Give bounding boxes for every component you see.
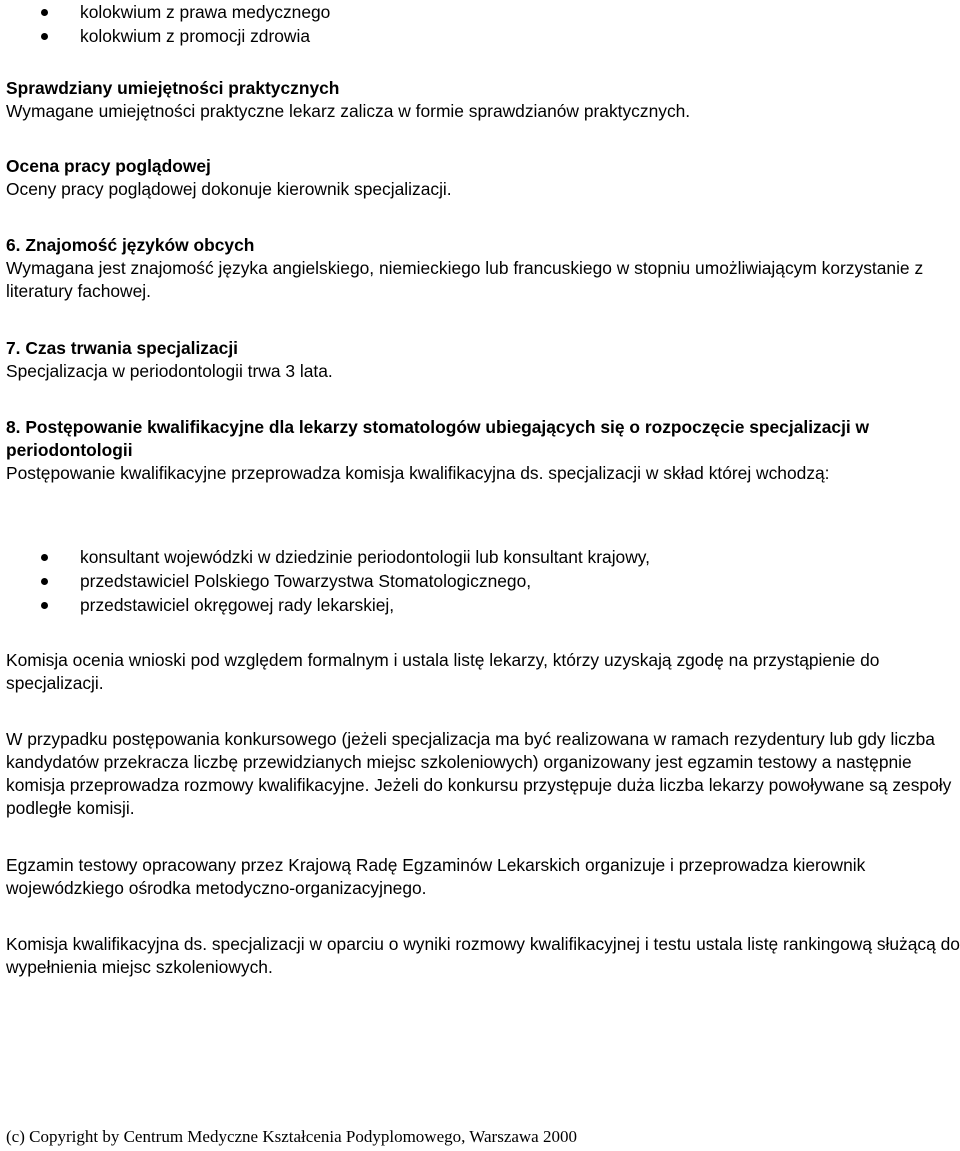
qualification-section <box>6 416 960 485</box>
list-item: przedstawiciel okręgowej rady lekarskiej, <box>6 593 960 617</box>
paragraph: W przypadku postępowania konkursowego (jeżeli specjalizacja ma być realizowana w ramach rezydentury lub gdy liczba kandydatów przekracza liczbę przewidzianych miejsc szkoleniowych) organizowany jest egzamin testowy a następnie komisja przeprowadza rozmowy kwalifikacyjne. Jeżeli do konkursu przystępuje duża liczba lekarzy powoływane są zespoły podległe komisji. <box>6 729 952 818</box>
bullet-icon <box>41 578 48 585</box>
section-text: Wymagane umiejętności praktyczne lekarz zalicza w formie sprawdzianów praktycznych. <box>6 101 691 121</box>
review-section <box>6 155 960 201</box>
bullet-icon <box>41 554 48 561</box>
copyright-footer: (c) Copyright by Centrum Medyczne Kształcenia Podyplomowego, Warszawa 2000 <box>6 1127 577 1146</box>
list-item: kolokwium z prawa medycznego <box>6 0 960 24</box>
paragraph: Komisja ocenia wnioski pod względem formalnym i ustala listę lekarzy, którzy uzyskają zgodę na przystąpienie do specjalizacji. <box>6 650 880 693</box>
committee-members-list <box>6 545 960 617</box>
paragraph: Egzamin testowy opracowany przez Krajową Radę Egzaminów Lekarskich organizuje i przeprowadza kierownik wojewódzkiego ośrodka metodyczno-organizacyjnego. <box>6 855 866 898</box>
paragraph: Komisja kwalifikacyjna ds. specjalizacji w oparciu o wyniki rozmowy kwalifikacyjnej i testu ustala listę rankingową służącą do wypełnienia miejsc szkoleniowych. <box>6 934 960 977</box>
practical-section <box>6 77 960 123</box>
section-text: Wymagana jest znajomość języka angielskiego, niemieckiego lub francuskiego w stopniu umożliwiającym korzystanie z literatury fachowej. <box>6 258 924 301</box>
duration-section <box>6 337 960 383</box>
section-text: Postępowanie kwalifikacyjne przeprowadza komisja kwalifikacyjna ds. specjalizacji w skład której wchodzą: <box>6 463 830 483</box>
list-item: kolokwium z promocji zdrowia <box>6 24 960 48</box>
bullet-icon <box>41 9 48 16</box>
list-item: przedstawiciel Polskiego Towarzystwa Stomatologicznego, <box>6 569 960 593</box>
section-heading: 6. Znajomość języków obcych <box>6 235 255 255</box>
bullet-icon <box>41 602 48 609</box>
languages-section <box>6 234 960 303</box>
section-text: Specjalizacja w periodontologii trwa 3 lata. <box>6 361 333 381</box>
section-heading: 8. Postępowanie kwalifikacyjne dla lekarzy stomatologów ubiegających się o rozpoczęcie specjalizacji w periodontologii <box>6 417 870 460</box>
bullet-icon <box>41 33 48 40</box>
section-heading: Sprawdziany umiejętności praktycznych <box>6 78 340 98</box>
list-item: konsultant wojewódzki w dziedzinie periodontologii lub konsultant krajowy, <box>6 545 960 569</box>
section-heading: 7. Czas trwania specjalizacji <box>6 338 238 358</box>
top-bullet-list <box>6 0 960 48</box>
section-text: Oceny pracy poglądowej dokonuje kierownik specjalizacji. <box>6 179 452 199</box>
section-heading: Ocena pracy poglądowej <box>6 156 211 176</box>
